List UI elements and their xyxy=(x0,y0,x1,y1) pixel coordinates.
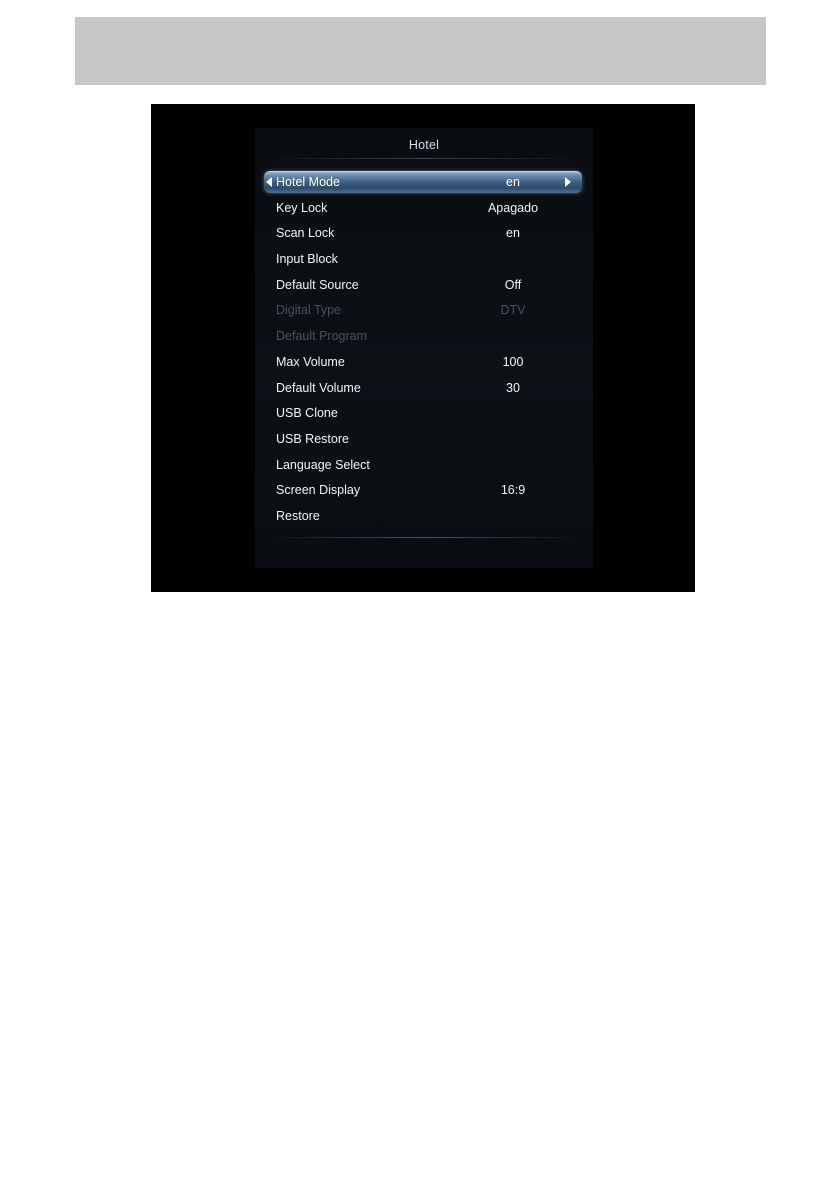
menu-item-key-lock[interactable] xyxy=(255,196,593,222)
menu-item-label: Scan Lock xyxy=(276,226,335,241)
bottom-divider xyxy=(267,537,581,538)
menu-item-value: Apagado xyxy=(487,200,539,215)
menu-item-label: Screen Display xyxy=(276,483,361,498)
menu-title: Hotel xyxy=(408,138,440,152)
menu-item-value: Off xyxy=(504,277,522,292)
menu-item-digital-type xyxy=(255,298,593,324)
menu-item-value: 16:9 xyxy=(500,483,526,498)
menu-item-input-block[interactable] xyxy=(255,247,593,273)
menu-item-label: USB Restore xyxy=(276,431,349,446)
menu-item-scan-lock[interactable] xyxy=(255,221,593,247)
tv-screen xyxy=(151,104,695,592)
hotel-menu-panel xyxy=(255,128,593,568)
menu-item-label: USB Clone xyxy=(276,406,338,421)
menu-item-label: Language Select xyxy=(276,457,370,472)
title-divider xyxy=(267,158,581,159)
triangle-left-icon[interactable] xyxy=(266,177,272,187)
menu-item-label: Input Block xyxy=(276,252,338,267)
menu-item-value: en xyxy=(506,175,520,189)
menu-item-label: Max Volume xyxy=(276,354,345,369)
menu-list xyxy=(255,170,593,530)
menu-item-usb-restore[interactable] xyxy=(255,427,593,453)
menu-item-default-volume[interactable] xyxy=(255,376,593,402)
menu-item-default-program xyxy=(255,324,593,350)
menu-item-label: Key Lock xyxy=(276,200,328,215)
menu-item-default-source[interactable] xyxy=(255,273,593,299)
menu-item-screen-display[interactable] xyxy=(255,478,593,504)
menu-item-value: en xyxy=(506,226,520,241)
menu-item-label: Default Program xyxy=(276,329,368,344)
triangle-right-icon[interactable] xyxy=(565,177,571,187)
menu-item-usb-clone[interactable] xyxy=(255,401,593,427)
menu-item-hotel-mode[interactable] xyxy=(255,170,593,196)
menu-item-restore[interactable] xyxy=(255,504,593,530)
menu-item-value: 100 xyxy=(502,354,524,369)
menu-item-label: Restore xyxy=(276,508,320,523)
menu-item-value: DTV xyxy=(500,303,526,318)
menu-item-language-select[interactable] xyxy=(255,453,593,479)
menu-item-label: Hotel Mode xyxy=(276,175,340,189)
menu-item-label: Digital Type xyxy=(276,303,342,318)
menu-item-label: Default Source xyxy=(276,277,359,292)
menu-item-value: 30 xyxy=(506,380,520,395)
menu-item-label: Default Volume xyxy=(276,380,361,395)
header-bar xyxy=(75,17,766,85)
menu-item-max-volume[interactable] xyxy=(255,350,593,376)
